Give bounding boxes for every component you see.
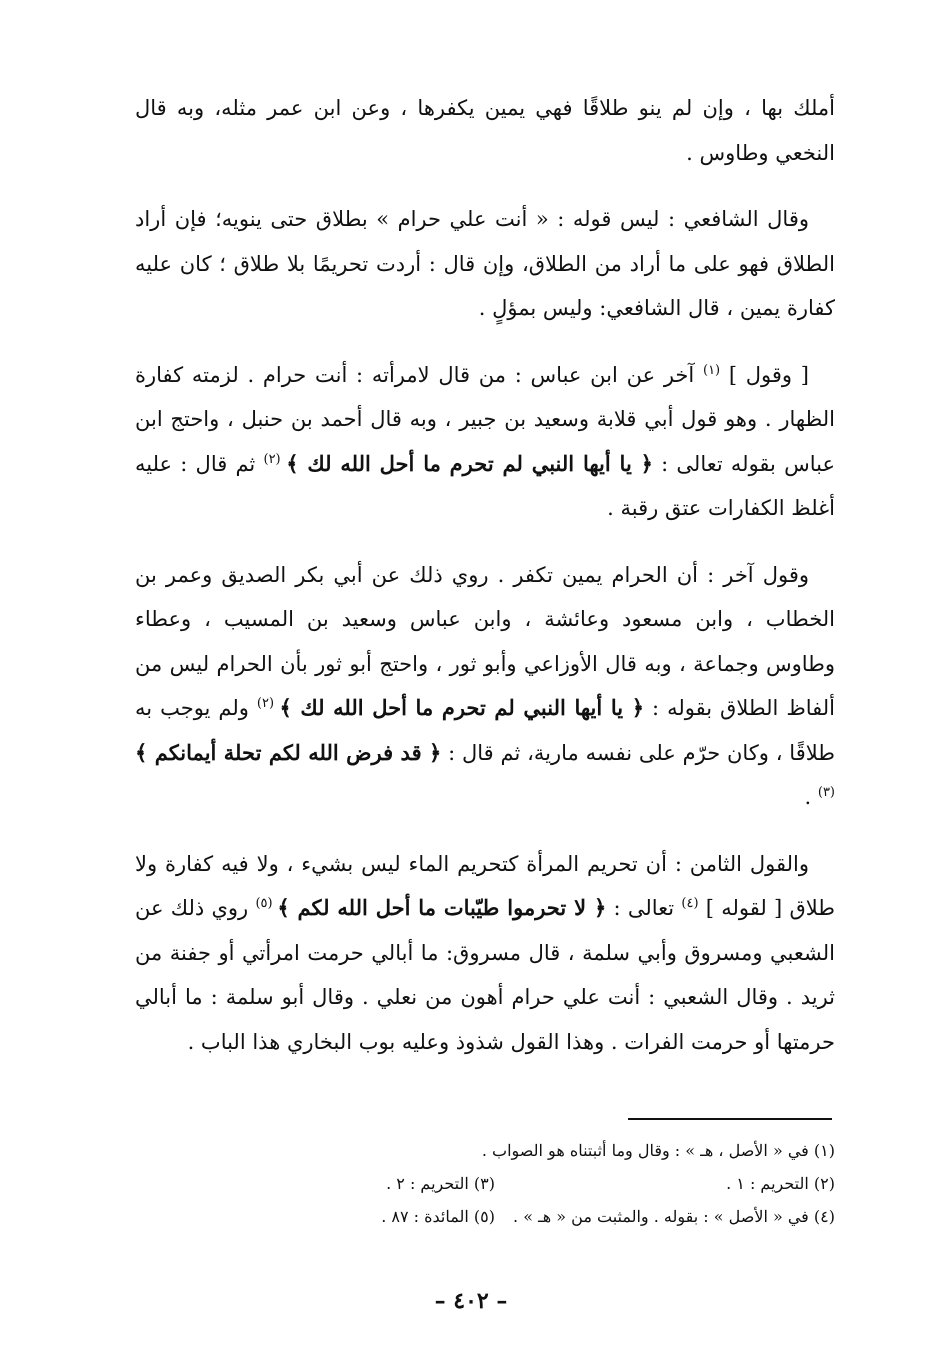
paragraph bbox=[135, 553, 835, 820]
quran-verse: ﴿ يا أيها النبي لم تحرم ما أحل الله لك ﴾ bbox=[286, 450, 653, 476]
page-number: – ٤٠٢ – bbox=[434, 1288, 508, 1314]
paragraph bbox=[135, 353, 835, 531]
footnote-5: (٥) المائدة : ٨٧ . bbox=[381, 1207, 495, 1226]
footnote-marker: (١) bbox=[702, 362, 721, 378]
footnote-3: (٣) التحريم : ٢ . bbox=[386, 1174, 495, 1193]
footnote-4: (٤) في « الأصل » : بقوله . والمثبت من « هـ » . bbox=[513, 1207, 835, 1226]
quran-verse: ﴿ قد فرض الله لكم تحلة أيمانكم ﴾ bbox=[135, 739, 442, 765]
quran-verse: ﴿ يا أيها النبي لم تحرم ما أحل الله لك ﴾ bbox=[279, 695, 645, 720]
footnote-marker: (٢) bbox=[263, 451, 287, 467]
text-segment: وقال الشافعي : ليس قوله : « أنت علي حرام » بطلاق حتى ينويه؛ فإن أراد الطلاق فهو على ما أراد من الطلاق، وإن قال : أردت تحريمًا بلا طلاق ؛ كان عليه كفارة يمين ، قال الشافعي: وليس بمؤلٍ . bbox=[135, 207, 835, 320]
main-text bbox=[135, 86, 835, 1086]
paragraph bbox=[135, 197, 835, 331]
footnote-row-3 bbox=[160, 1200, 835, 1233]
text-segment: تعالى : bbox=[606, 896, 682, 920]
text-segment: ثم قال : عليه أغلظ الكفارات عتق رقبة . bbox=[135, 451, 835, 520]
text-segment: أملك بها ، وإن لم ينو طلاقًا فهي يمين يكفرها ، وعن ابن عمر مثله، وبه قال النخعي وطاوس . bbox=[135, 96, 835, 165]
quran-verse: ﴿ لا تحرموا طيّبات ما أحل الله لكم ﴾ bbox=[277, 895, 607, 920]
footnote-2: (٢) التحريم : ١ . bbox=[726, 1174, 835, 1193]
footnote-divider bbox=[628, 1118, 832, 1120]
footnote-1: (١) في « الأصل ، هـ » : وقال وما أثبتناه هو الصواب . bbox=[481, 1141, 835, 1160]
paragraph bbox=[135, 842, 835, 1065]
footnote-row-2 bbox=[160, 1167, 835, 1200]
text-segment: [ وقول ] bbox=[720, 362, 810, 387]
text-segment: ولم يوجب به طلاقًا ، وكان حرّم على نفسه مارية، ثم قال : bbox=[135, 696, 835, 765]
footnotes bbox=[160, 1134, 835, 1233]
footnote-marker: (٣) bbox=[817, 785, 835, 800]
text-segment: روي ذلك عن الشعبي ومسروق وأبي سلمة ، قال مسروق: ما أبالي حرمت امرأتي أو جفنة من ثريد . وقال الشعبي : أنت علي حرام أهون من نعلي . وقال أبو سلمة : ما أبالي حرمتها أو حرمت الفرات . وهذا القول شذوذ وعليه بوب البخاري هذا الباب . bbox=[135, 896, 835, 1054]
footnote-marker: (٤) bbox=[681, 896, 699, 911]
text-segment: . bbox=[804, 785, 818, 809]
footnote-marker: (٥) bbox=[255, 896, 278, 911]
text-segment: وقول آخر : أن الحرام يمين تكفر . روي ذلك عن أبي بكر الصديق وعمر بن الخطاب ، وابن مسعود وعائشة ، وابن عباس وسعيد بن المسيب ، وعطاء وطاوس وجماعة ، وبه قال الأوزاعي وأبو ثور ، واحتج أبو ثور بأن الحرام ليس من ألفاظ الطلاق بقوله : bbox=[135, 562, 835, 720]
footnote-marker: (٢) bbox=[256, 696, 280, 711]
paragraph bbox=[135, 86, 835, 175]
text-segment: والقول الثامن : أن تحريم المرأة كتحريم الماء ليس بشيء ، ولا فيه كفارة ولا طلاق [ لقوله ] bbox=[135, 851, 835, 920]
text-segment: آخر عن ابن عباس : من قال لامرأته : أنت حرام . لزمته كفارة الظهار . وهو قول أبي قلابة وسعيد بن جبير ، وبه قال أحمد بن حنبل ، واحتج ابن عباس بقوله تعالى : bbox=[135, 362, 835, 476]
